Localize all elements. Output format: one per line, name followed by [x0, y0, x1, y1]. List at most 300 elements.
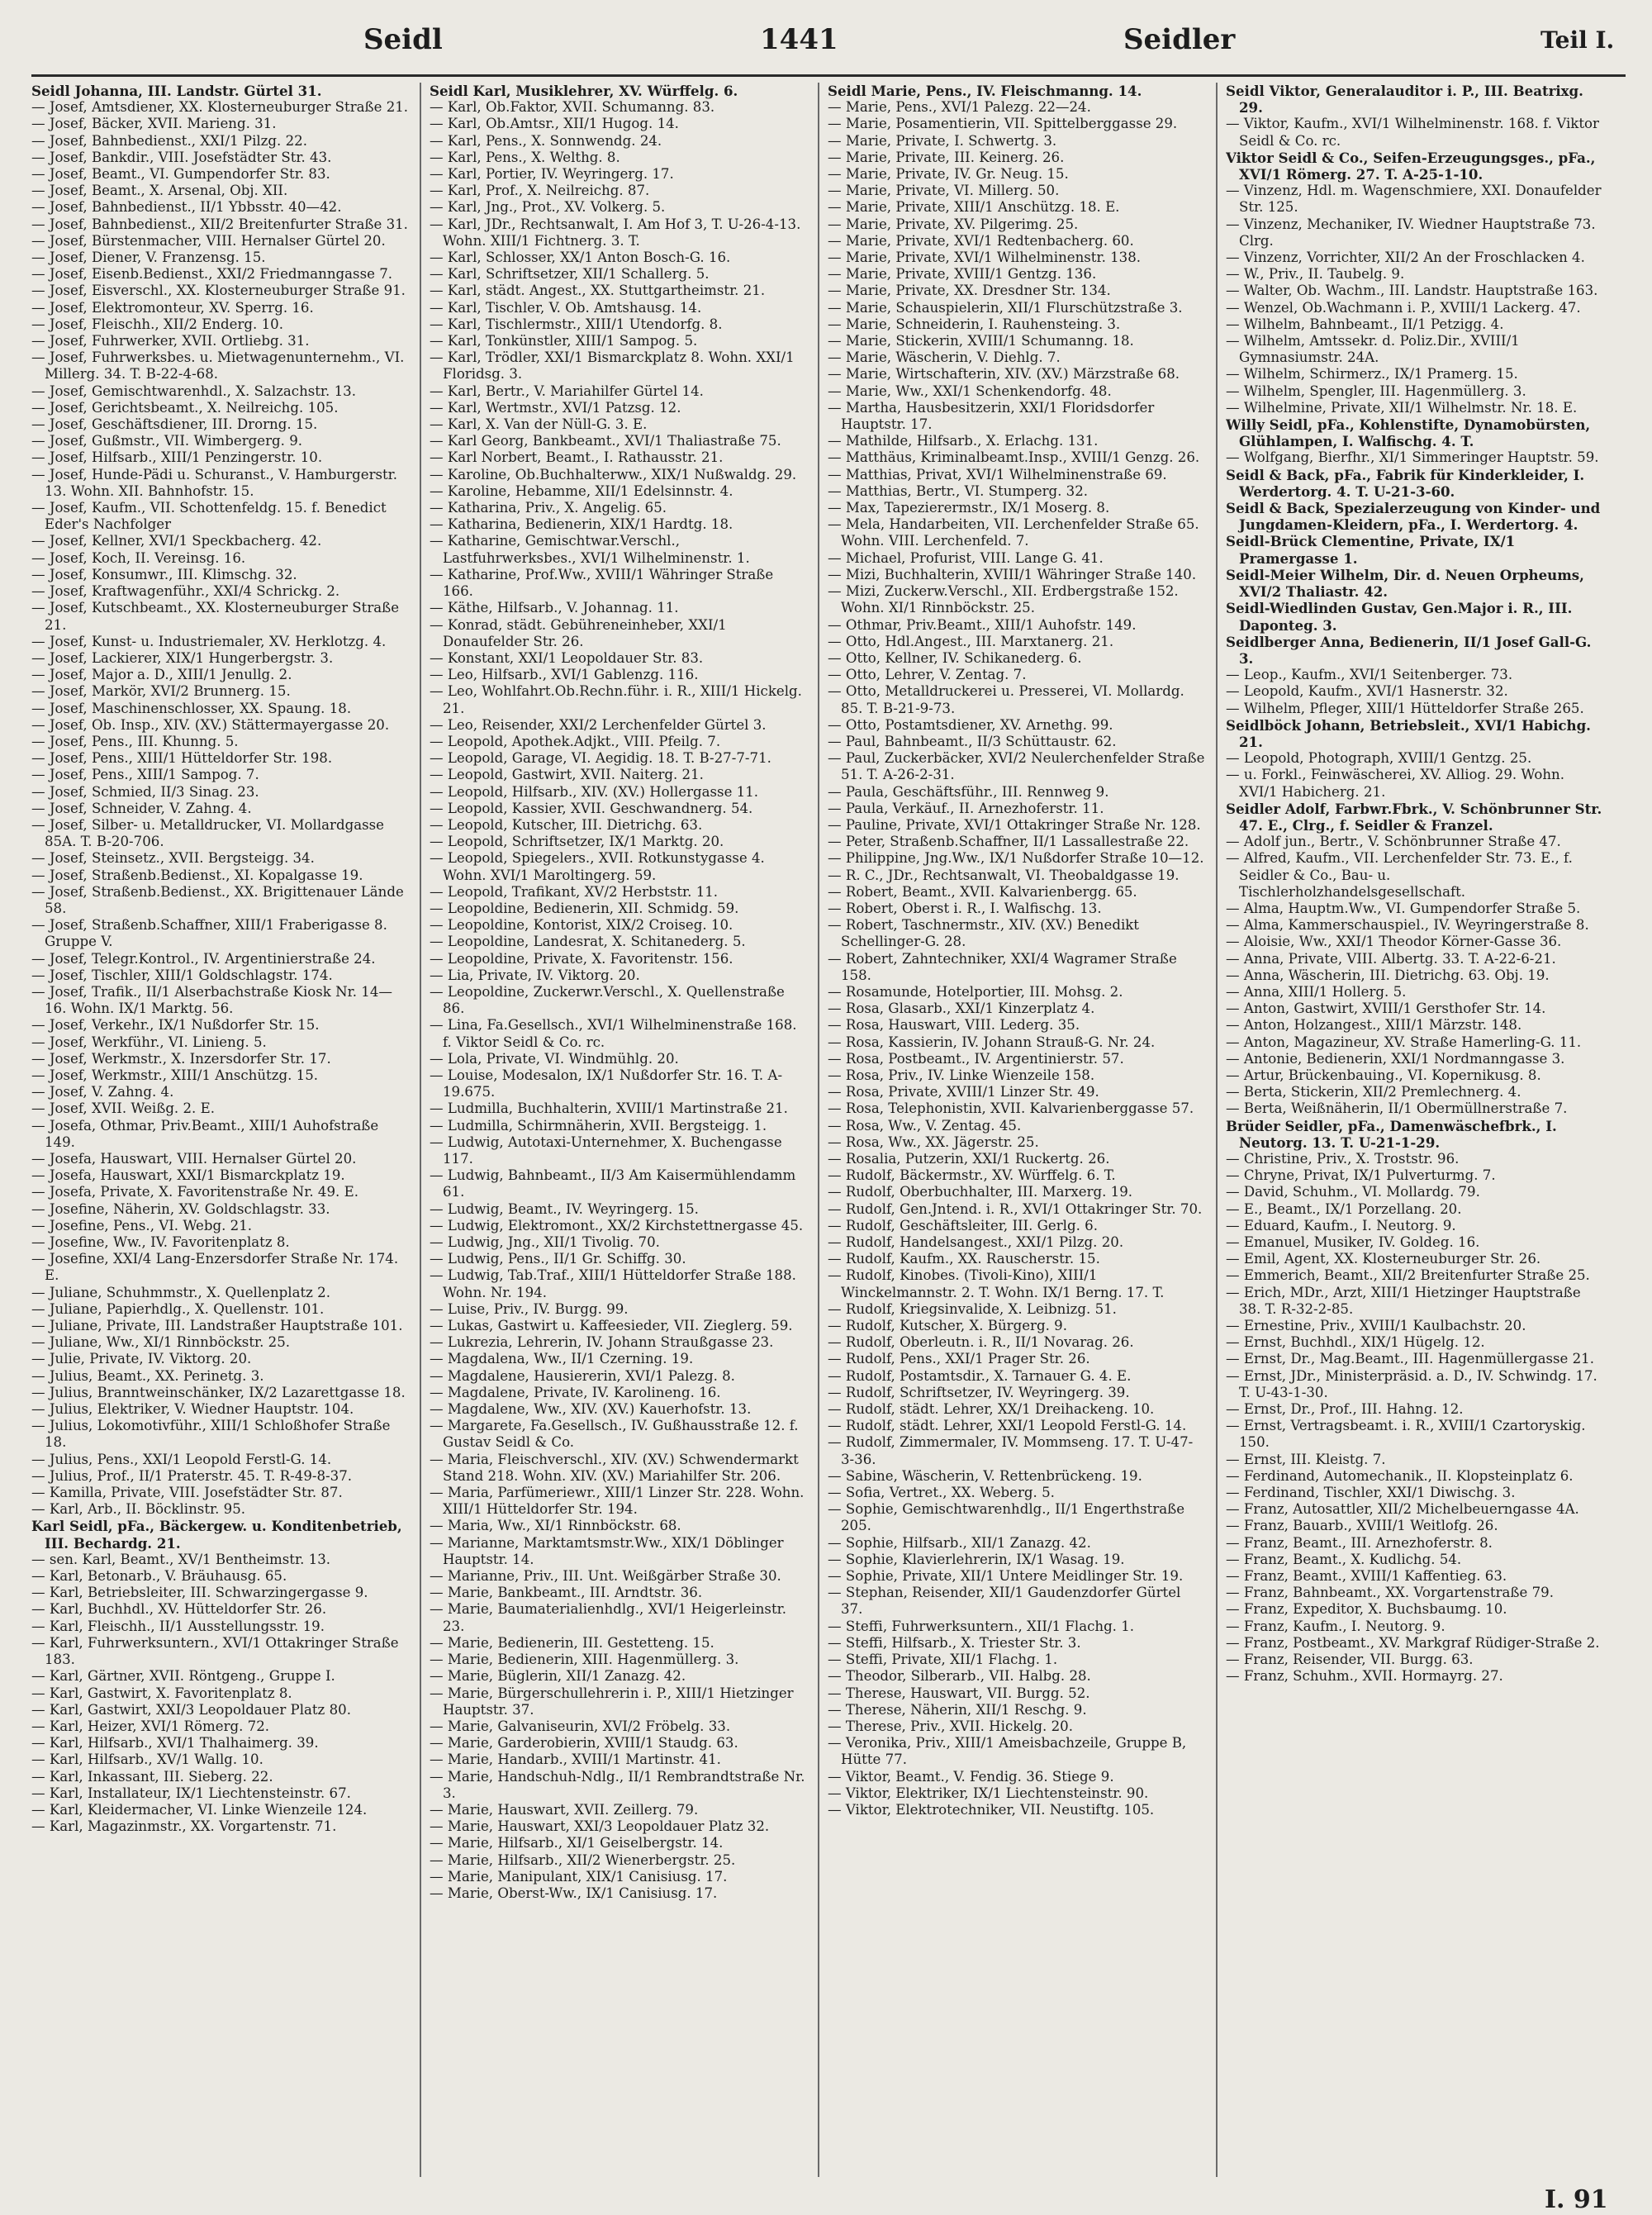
directory-entry: — Theodor, Silberarb., VII. Halbg. 28. — [828, 1668, 1091, 1685]
directory-entry: Seidl Johanna, III. Landstr. Gürtel 31. — [31, 83, 322, 99]
directory-entry: — Josef, Verkehr., IX/1 Nußdorfer Str. 15. — [31, 1017, 320, 1034]
directory-entry: — Karl, Tonkünstler, XIII/1 Sampog. 5. — [430, 333, 698, 349]
directory-entry: — Leopold, Gastwirt, XVII. Naiterg. 21. — [430, 767, 704, 783]
directory-entry: — Leopold, Photograph, XVIII/1 Gentzg. 25. — [1226, 750, 1532, 767]
directory-entry: — Karoline, Ob.Buchhalterww., XIX/1 Nußwaldg. 29. — [430, 466, 797, 482]
directory-entry: — Leopold, Apothek.Adjkt., VIII. Pfeilg. 7. — [430, 733, 721, 749]
directory-entry: — Josef, Pens., III. Khunng. 5. — [31, 733, 239, 749]
directory-entry: — Julius, Lokomotivführ., XIII/1 Schloßhofer Straße 18. — [31, 1418, 391, 1451]
directory-entry: — Marie, Schneiderin, I. Rauhensteing. 3. — [828, 316, 1121, 332]
directory-entry: — Franz, Beamt., XVIII/1 Kaffentieg. 63. — [1226, 1568, 1507, 1585]
directory-entry: — Wilhelm, Spengler, III. Hagenmüllerg. 3. — [1226, 383, 1526, 399]
directory-entry: — Rudolf, Kaufm., XX. Rauscherstr. 15. — [828, 1251, 1100, 1267]
directory-entry: — Rosamunde, Hotelportier, III. Mohsg. 2. — [828, 983, 1123, 1000]
directory-entry: — Marie, Garderobierin, XVIII/1 Staudg. 63. — [430, 1735, 738, 1752]
directory-entry: — Josefine, Näherin, XV. Goldschlagstr. 33. — [31, 1200, 330, 1217]
directory-entry: — Josef, Pens., XIII/1 Sampog. 7. — [31, 767, 259, 783]
directory-entry: — Rudolf, Kriegsinvalide, X. Leibnizg. 51. — [828, 1300, 1117, 1317]
directory-entry: — Josef, Schneider, V. Zahng. 4. — [31, 800, 252, 816]
directory-entry: — Marie, Bankbeamt., III. Arndtstr. 36. — [430, 1585, 703, 1601]
directory-entry: — Sophie, Gemischtwarenhdlg., II/1 Engerthstraße 205. — [828, 1501, 1185, 1534]
directory-entry: — Mizi, Buchhalterin, XVIII/1 Währinger Straße 140. — [828, 566, 1197, 582]
directory-entry: — Katharine, Gemischtwar.Verschl., Lastfuhrwerksbes., XVI/1 Wilhelminenstr. 1. — [430, 533, 750, 566]
directory-entry: — Rudolf, Pens., XXI/1 Prager Str. 26. — [828, 1351, 1090, 1367]
directory-entry: — Rosa, Ww., V. Zentag. 45. — [828, 1117, 1022, 1134]
directory-entry: Seidl-Meier Wilhelm, Dir. d. Neuen Orpheums, XVI/2 Thaliastr. 42. — [1226, 566, 1584, 601]
directory-entry: — Josef, Konsumwr., III. Klimschg. 32. — [31, 566, 297, 582]
directory-entry: — Rosa, Hauswart, VIII. Lederg. 35. — [828, 1017, 1080, 1034]
directory-entry: — Josef, Beamt., X. Arsenal, Obj. XII. — [31, 183, 288, 199]
directory-entry: — Matthäus, Kriminalbeamt.Insp., XVIII/1 Genzg. 26. — [828, 449, 1200, 466]
directory-entry: — Josef, Bahnbedienst., XXI/1 Pilzg. 22. — [31, 132, 307, 149]
directory-entry: — Josef, Trafik., II/1 Alserbachstraße Kiosk Nr. 14—16. Wohn. IX/1 Marktg. 56. — [31, 983, 392, 1017]
directory-entry: — Otto, Kellner, IV. Schikanederg. 6. — [828, 649, 1082, 666]
directory-entry: — Marie, Private, XVIII/1 Gentzg. 136. — [828, 266, 1097, 283]
directory-entry: — Otto, Metalldruckerei u. Presserei, VI. Mollardg. 85. T. B-21-9-73. — [828, 683, 1184, 716]
directory-entry: — Karl, Fleischh., II/1 Ausstellungsstr. 19. — [31, 1618, 325, 1634]
directory-entry: — Karl, Prof., X. Neilreichg. 87. — [430, 183, 650, 199]
directory-entry: — Therese, Hauswart, VII. Burgg. 52. — [828, 1685, 1090, 1701]
directory-entry: — Franz, Beamt., X. Kudlichg. 54. — [1226, 1551, 1462, 1567]
directory-entry: — Robert, Taschnermstr., XIV. (XV.) Benedikt Schellinger-G. 28. — [828, 917, 1139, 950]
column-2 — [430, 83, 808, 2177]
directory-entry: — Robert, Oberst i. R., I. Walfischg. 13. — [828, 900, 1102, 916]
directory-entry: — Josef, Beamt., VI. Gumpendorfer Str. 83. — [31, 166, 330, 183]
directory-entry: — Leo, Hilfsarb., XVI/1 Gablenzg. 116. — [430, 667, 699, 683]
directory-entry: — Wilhelm, Amtssekr. d. Poliz.Dir., XVIII/1 Gymnasiumstr. 24A. — [1226, 333, 1520, 366]
directory-entry: — Rudolf, Schriftsetzer, IV. Weyringerg. 39. — [828, 1384, 1130, 1400]
directory-entry: — Leop., Kaufm., XVI/1 Seitenberger. 73. — [1226, 667, 1513, 683]
directory-entry: — E., Beamt., IX/1 Porzellang. 20. — [1226, 1200, 1462, 1217]
directory-entry: — Marianne, Priv., III. Unt. Weißgärber Straße 30. — [430, 1568, 781, 1585]
directory-entry: Seidl & Back, Spezialerzeugung von Kinder- und Jungdamen-Kleidern, pFa., I. Werdertorg. 4. — [1226, 500, 1601, 534]
directory-entry: — Leopoldine, Bedienerin, XII. Schmidg. 59. — [430, 900, 739, 916]
directory-entry: — Karl, Gärtner, XVII. Röntgeng., Gruppe I. — [31, 1668, 335, 1685]
directory-entry: — Marie, Handschuh-Ndlg., II/1 Rembrandtstraße Nr. 3. — [430, 1768, 805, 1801]
directory-entry: — Karl, Gastwirt, X. Favoritenplatz 8. — [31, 1685, 292, 1701]
directory-entry: — Franz, Bauarb., XVIII/1 Weitlofg. 26. — [1226, 1518, 1498, 1534]
directory-entry: — Lia, Private, IV. Viktorg. 20. — [430, 967, 640, 983]
directory-entry: — Rudolf, Oberbuchhalter, III. Marxerg. 19. — [828, 1184, 1133, 1200]
column-separator — [1216, 83, 1218, 2177]
directory-entry: — Berta, Weißnäherin, II/1 Obermüllnerstraße 7. — [1226, 1100, 1568, 1117]
directory-entry: — Otto, Hdl.Angest., III. Marxtanerg. 21. — [828, 633, 1114, 649]
directory-entry: — Ernst, JDr., Ministerpräsid. a. D., IV. Schwindg. 17. T. U-43-1-30. — [1226, 1367, 1597, 1400]
directory-entry: — Aloisie, Ww., XXI/1 Theodor Körner-Gasse 36. — [1226, 934, 1562, 950]
directory-entry: — Josef, Hunde-Pädi u. Schuranst., V. Hamburgerstr. 13. Wohn. XII. Bahnhofstr. 15. — [31, 466, 398, 499]
directory-entry: — Josef, Diener, V. Franzensg. 15. — [31, 250, 266, 266]
directory-entry: — Franz, Beamt., III. Arnezhoferstr. 8. — [1226, 1534, 1493, 1551]
directory-entry: — Rudolf, Zimmermaler, IV. Mommseng. 17. T. U-47-3-36. — [828, 1434, 1194, 1467]
directory-entry: — Stephan, Reisender, XII/1 Gaudenzdorfer Gürtel 37. — [828, 1585, 1181, 1618]
directory-entry: — Karl, Arb., II. Böcklinstr. 95. — [31, 1501, 246, 1518]
directory-entry: — Karl, Schlosser, XX/1 Anton Bosch-G. 16. — [430, 250, 731, 266]
directory-entry: — Robert, Zahntechniker, XXI/4 Wagramer Straße 158. — [828, 950, 1177, 983]
directory-entry: — Marie, Stickerin, XVIII/1 Schumanng. 18. — [828, 333, 1134, 349]
directory-entry: — Wilhelm, Bahnbeamt., II/1 Petzigg. 4. — [1226, 316, 1504, 332]
header-rule — [31, 74, 1626, 77]
directory-entry: — Karl, Schriftsetzer, XII/1 Schallerg. 5. — [430, 266, 710, 283]
directory-entry: — Josef, Hilfsarb., XIII/1 Penzingerstr. 10. — [31, 449, 323, 466]
directory-entry: — Julius, Pens., XXI/1 Leopold Ferstl-G. 14. — [31, 1451, 332, 1467]
directory-entry: — Josef, Kraftwagenführ., XXI/4 Schrickg. 2. — [31, 583, 340, 600]
directory-entry: — Katharina, Priv., X. Angelig. 65. — [430, 500, 667, 516]
directory-entry: — Robert, Beamt., XVII. Kalvarienbergg. 65. — [828, 883, 1137, 900]
directory-entry: — Ludwig, Pens., II/1 Gr. Schiffg. 30. — [430, 1251, 686, 1267]
directory-entry: — Josef, Fleischh., XII/2 Enderg. 10. — [31, 316, 283, 332]
directory-entry: — Rosa, Priv., IV. Linke Wienzeile 158. — [828, 1067, 1095, 1083]
directory-entry: — Josef, Werkmstr., X. Inzersdorfer Str. 17. — [31, 1050, 331, 1067]
directory-entry: — Josef, Bahnbedienst., II/1 Ybbsstr. 40—42. — [31, 199, 342, 216]
directory-entry: — Veronika, Priv., XIII/1 Ameisbachzeile, Gruppe B, Hütte 77. — [828, 1735, 1187, 1768]
directory-entry: — Konstant, XXI/1 Leopoldauer Str. 83. — [430, 649, 704, 666]
directory-entry: — Peter, Straßenb.Schaffner, II/1 Lassallestraße 22. — [828, 834, 1189, 850]
directory-entry: — Josef, Fuhrwerksbes. u. Mietwagenunternehm., VI. Millerg. 34. T. B-22-4-68. — [31, 349, 405, 383]
directory-entry: — Katharine, Prof.Ww., XVIII/1 Währinger Straße 166. — [430, 566, 774, 600]
directory-entry: Seidl-Brück Clementine, Private, IX/1 Pramergasse 1. — [1226, 533, 1516, 567]
directory-entry: — Josef, Straßenb.Bedienst., XI. Kopalgasse 19. — [31, 867, 363, 883]
directory-entry: — Karl, Trödler, XXI/1 Bismarckplatz 8. Wohn. XXI/1 Floridsg. 3. — [430, 349, 795, 383]
page-header — [0, 23, 1652, 73]
directory-entry: — Josef, Bankdir., VIII. Josefstädter Str. 43. — [31, 149, 332, 165]
directory-entry: — Lukrezia, Lehrerin, IV. Johann Straußgasse 23. — [430, 1334, 774, 1351]
directory-entry: — Ludwig, Beamt., IV. Weyringerg. 15. — [430, 1200, 699, 1217]
directory-entry: — Antonie, Bedienerin, XXI/1 Nordmanngasse 3. — [1226, 1050, 1565, 1067]
directory-entry: — Josef, Amtsdiener, XX. Klosterneuburger Straße 21. — [31, 99, 409, 116]
directory-entry: — Marie, Hilfsarb., XI/1 Geiselbergstr. 14. — [430, 1835, 724, 1851]
directory-entry: — Anna, XIII/1 Hollerg. 5. — [1226, 983, 1407, 1000]
directory-entry: — Marie, Pens., XVI/1 Palezg. 22—24. — [828, 99, 1091, 116]
directory-entry: — Josefine, XXI/4 Lang-Enzersdorfer Straße Nr. 174. E. — [31, 1251, 399, 1284]
directory-entry: — Josef, V. Zahng. 4. — [31, 1084, 174, 1100]
directory-entry: Seidler Adolf, Farbwr.Fbrk., V. Schönbrunner Str. 47. E., Clrg., f. Seidler & Franzel. — [1226, 800, 1602, 834]
column-separator — [420, 83, 421, 2177]
directory-entry: — Josef, Bäcker, XVII. Marieng. 31. — [31, 116, 277, 132]
directory-entry: — Emanuel, Musiker, IV. Goldeg. 16. — [1226, 1234, 1480, 1251]
directory-entry: — Wilhelmine, Private, XII/1 Wilhelmstr. Nr. 18. E. — [1226, 399, 1578, 416]
directory-entry: — Katharina, Bedienerin, XIX/1 Hardtg. 18. — [430, 516, 733, 533]
directory-entry: — Berta, Stickerin, XII/2 Premlechnerg. 4. — [1226, 1084, 1521, 1100]
directory-entry: — Paula, Verkäuf., II. Arnezhoferstr. 11. — [828, 800, 1104, 816]
directory-entry: — Juliane, Private, III. Landstraßer Hauptstraße 101. — [31, 1318, 403, 1334]
directory-entry: — Marie, Posamentierin, VII. Spittelberggasse 29. — [828, 116, 1178, 132]
directory-entry: — Rudolf, Kinobes. (Tivoli-Kino), XIII/1 Winckelmannstr. 2. T. Wohn. IX/1 Berng. 17. T. — [828, 1267, 1165, 1300]
directory-entry: — Steffi, Private, XII/1 Flachg. 1. — [828, 1652, 1058, 1668]
directory-entry: — Karl, Gastwirt, XXI/3 Leopoldauer Platz 80. — [31, 1701, 351, 1718]
directory-entry: — Josef, Koch, II. Vereinsg. 16. — [31, 549, 246, 566]
directory-entry: — Karl, Heizer, XVI/1 Römerg. 72. — [31, 1718, 270, 1734]
directory-entry: — Josef, Ob. Insp., XIV. (XV.) Stättermayergasse 20. — [31, 716, 390, 733]
directory-entry: — Käthe, Hilfsarb., V. Johannag. 11. — [430, 600, 679, 616]
directory-entry: — Josefa, Othmar, Priv.Beamt., XIII/1 Auhofstraße 149. — [31, 1117, 379, 1150]
directory-entry: — Luise, Priv., IV. Burgg. 99. — [430, 1300, 629, 1317]
directory-entry: Willy Seidl, pFa., Kohlenstifte, Dynamobürsten, Glühlampen, I. Walfischg. 4. T. — [1226, 416, 1591, 450]
directory-entry: — Josef, Geschäftsdiener, III. Drorng. 15. — [31, 416, 318, 433]
directory-entry: — Josef, Kutschbeamt., XX. Klosterneuburger Straße 21. — [31, 600, 400, 633]
directory-entry: — Karl, Jng., Prot., XV. Volkerg. 5. — [430, 199, 666, 216]
directory-entry: — Sophie, Hilfsarb., XII/1 Zanazg. 42. — [828, 1534, 1091, 1551]
directory-entry: — Konrad, städt. Gebühreneinheber, XXI/1 Donaufelder Str. 26. — [430, 616, 727, 649]
directory-entry: — Adolf jun., Bertr., V. Schönbrunner Straße 47. — [1226, 834, 1561, 850]
directory-entry: — Josef, Gemischtwarenhdl., X. Salzachstr. 13. — [31, 383, 356, 399]
part-label: Teil I. — [1540, 26, 1615, 54]
directory-entry: — Karl, Hilfsarb., XVI/1 Thalhaimerg. 39. — [31, 1735, 319, 1752]
directory-entry: — Magdalena, Ww., II/1 Czerning. 19. — [430, 1351, 694, 1367]
directory-entry: — Maria, Fleischverschl., XIV. (XV.) Schwendermarkt Stand 218. Wohn. XIV. (XV.) Mariahilfer Str. 206. — [430, 1451, 799, 1484]
directory-entry: — Karl, Betriebsleiter, III. Schwarzingergasse 9. — [31, 1585, 368, 1601]
directory-entry: — Viktor, Elektriker, IX/1 Liechtensteinstr. 90. — [828, 1785, 1149, 1801]
directory-entry: — Josef, Bahnbedienst., XII/2 Breitenfurter Straße 31. — [31, 216, 408, 232]
directory-entry: Seidlböck Johann, Betriebsleit., XVI/1 Habichg. 21. — [1226, 716, 1591, 750]
directory-entry: — Josefine, Ww., IV. Favoritenplatz 8. — [31, 1234, 290, 1251]
directory-entry: — sen. Karl, Beamt., XV/1 Bentheimstr. 13. — [31, 1551, 331, 1567]
directory-entry: — Karl, Wertmstr., XVI/1 Patzsg. 12. — [430, 399, 681, 416]
directory-entry: — Karl, Hilfsarb., XV/1 Wallg. 10. — [31, 1752, 263, 1768]
directory-entry: Seidl Viktor, Generalauditor i. P., III. Beatrixg. 29. — [1226, 83, 1583, 116]
directory-entry: — Josef, Gerichtsbeamt., X. Neilreichg. 105. — [31, 399, 339, 416]
directory-entry: — Magdalene, Hausiererin, XVI/1 Palezg. 8. — [430, 1367, 735, 1384]
directory-entry: — Karl, Kleidermacher, VI. Linke Wienzeile 124. — [31, 1801, 368, 1818]
directory-entry: — Josef, Tischler, XIII/1 Goldschlagstr. 174. — [31, 967, 333, 983]
directory-entry: — Josef, Straßenb.Schaffner, XIII/1 Fraberigasse 8. Gruppe V. — [31, 917, 387, 950]
directory-entry: — Viktor, Kaufm., XVI/1 Wilhelminenstr. 168. f. Viktor Seidl & Co. rc. — [1226, 116, 1599, 149]
page-number: 1441 — [760, 23, 838, 56]
directory-entry: — Julius, Elektriker, V. Wiedner Hauptstr. 104. — [31, 1401, 354, 1418]
directory-entry: — Karl, städt. Angest., XX. Stuttgartheimstr. 21. — [430, 283, 766, 299]
directory-entry: — Marie, Manipulant, XIX/1 Canisiusg. 17. — [430, 1868, 728, 1885]
directory-entry: — Josef, Gußmstr., VII. Wimbergerg. 9. — [31, 433, 303, 449]
directory-entry: — Josef, Telegr.Kontrol., IV. Argentinierstraße 24. — [31, 950, 376, 967]
column-separator — [818, 83, 819, 2177]
directory-entry: — Viktor, Elektrotechniker, VII. Neustiftg. 105. — [828, 1801, 1155, 1818]
directory-entry: — Marie, Schauspielerin, XII/1 Flurschützstraße 3. — [828, 299, 1183, 316]
directory-entry: — Josefa, Hauswart, VIII. Hernalser Gürtel 20. — [31, 1151, 357, 1167]
directory-entry: — Karl Norbert, Beamt., I. Rathausstr. 21. — [430, 449, 724, 466]
directory-entry: — Josef, Markör, XVI/2 Brunnerg. 15. — [31, 683, 291, 700]
header-left-name: Seidl — [363, 23, 443, 56]
directory-entry: — Leo, Wohlfahrt.Ob.Rechn.führ. i. R., XIII/1 Hickelg. 21. — [430, 683, 802, 716]
directory-entry: — Therese, Näherin, XII/1 Reschg. 9. — [828, 1701, 1087, 1718]
directory-entry: — Marie, Hilfsarb., XII/2 Wienerbergstr. 25. — [430, 1851, 736, 1868]
directory-entry: — Alma, Hauptm.Ww., VI. Gumpendorfer Straße 5. — [1226, 900, 1581, 916]
directory-entry: — Marie, Wirtschafterin, XIV. (XV.) Märzstraße 68. — [828, 366, 1180, 383]
directory-entry: — Paula, Geschäftsführ., III. Rennweg 9. — [828, 783, 1109, 800]
directory-entry: — Mathilde, Hilfsarb., X. Erlachg. 131. — [828, 433, 1099, 449]
directory-entry: — Marianne, Marktamtsmstr.Ww., XIX/1 Döblinger Hauptstr. 14. — [430, 1534, 784, 1567]
directory-entry: — Juliane, Papierhdlg., X. Quellenstr. 101. — [31, 1300, 325, 1317]
directory-entry: — Josef, Fuhrwerker, XVII. Ortliebg. 31. — [31, 333, 310, 349]
directory-entry: — Maria, Ww., XI/1 Rinnböckstr. 68. — [430, 1518, 681, 1534]
directory-entry: — Karl, Inkassant, III. Sieberg. 22. — [31, 1768, 273, 1785]
directory-entry: — Marie, Baumaterialienhdlg., XVI/1 Heigerleinstr. 23. — [430, 1601, 787, 1634]
directory-entry: — Josef, Lackierer, XIX/1 Hungerbergstr. 3. — [31, 649, 334, 666]
directory-entry: — Karl, Installateur, IX/1 Liechtensteinstr. 67. — [31, 1785, 351, 1801]
directory-entry: — Karl, Ob.Amtsr., XII/1 Hugog. 14. — [430, 116, 679, 132]
directory-entry: — Ernst, Vertragsbeamt. i. R., XVIII/1 Czartoryskig. 150. — [1226, 1418, 1586, 1451]
directory-entry: — Josef, Silber- u. Metalldrucker, VI. Mollardgasse 85A. T. B-20-706. — [31, 816, 384, 850]
directory-entry: — Lukas, Gastwirt u. Kaffeesieder, VII. Zieglerg. 59. — [430, 1318, 793, 1334]
directory-entry: — Sabine, Wäscherin, V. Rettenbrückeng. 19. — [828, 1467, 1142, 1484]
directory-entry: — Josef, Eisenb.Bedienst., XXI/2 Friedmanngasse 7. — [31, 266, 393, 283]
directory-entry: — Rosa, Telephonistin, XVII. Kalvarienberggasse 57. — [828, 1100, 1194, 1117]
directory-entry: — Marie, Private, XX. Dresdner Str. 134. — [828, 283, 1111, 299]
directory-entry: — Wilhelm, Pfleger, XIII/1 Hütteldorfer Straße 265. — [1226, 700, 1584, 716]
directory-entry: — Lola, Private, VI. Windmühlg. 20. — [430, 1050, 679, 1067]
directory-entry: — Leopold, Kaufm., XVI/1 Hasnerstr. 32. — [1226, 683, 1508, 700]
directory-entry: — Magdalene, Ww., XIV. (XV.) Kauerhofstr. 13. — [430, 1401, 752, 1418]
directory-entry: — Rudolf, Kutscher, X. Bürgerg. 9. — [828, 1318, 1067, 1334]
directory-entry: — Matthias, Privat, XVI/1 Wilhelminenstraße 69. — [828, 466, 1167, 482]
directory-entry: — Karl Georg, Bankbeamt., XVI/1 Thaliastraße 75. — [430, 433, 781, 449]
directory-entry: — Karoline, Hebamme, XII/1 Edelsinnstr. 4. — [430, 482, 733, 499]
directory-entry: — Josef, Kunst- u. Industriemaler, XV. Herklotzg. 4. — [31, 633, 387, 649]
directory-entry: Seidlberger Anna, Bedienerin, II/1 Josef Gall-G. 3. — [1226, 633, 1592, 667]
directory-entry: — Josef, Bürstenmacher, VIII. Hernalser Gürtel 20. — [31, 232, 386, 249]
directory-entry: — Martha, Hausbesitzerin, XXI/1 Floridsdorfer Hauptstr. 17. — [828, 399, 1155, 433]
directory-entry: — Karl, Betonarb., V. Bräuhausg. 65. — [31, 1568, 287, 1585]
directory-entry: — W., Priv., II. Taubelg. 9. — [1226, 266, 1405, 283]
directory-entry: — Franz, Bahnbeamt., XX. Vorgartenstraße 79. — [1226, 1585, 1554, 1601]
directory-entry: — Julius, Beamt., XX. Perinetg. 3. — [31, 1367, 264, 1384]
directory-entry: — Christine, Priv., X. Troststr. 96. — [1226, 1151, 1460, 1167]
directory-entry: — Matthias, Bertr., VI. Stumperg. 32. — [828, 482, 1089, 499]
directory-entry: — Ernst, Dr., Prof., III. Hahng. 12. — [1226, 1401, 1464, 1418]
directory-entry: Brüder Seidler, pFa., Damenwäschefbrk., I. Neutorg. 13. T. U-21-1-29. — [1226, 1117, 1557, 1151]
directory-entry: — Marie, Bürgerschullehrerin i. P., XIII/1 Hietzinger Hauptstr. 37. — [430, 1685, 794, 1718]
directory-entry: — Leopoldine, Landesrat, X. Schitanederg. 5. — [430, 934, 746, 950]
directory-entry: — Magdalene, Private, IV. Karolineng. 16. — [430, 1384, 721, 1400]
directory-entry: Karl Seidl, pFa., Bäckergew. u. Konditenbetrieb, III. Bechardg. 21. — [31, 1518, 402, 1552]
directory-entry: — Chryne, Privat, IX/1 Pulverturmg. 7. — [1226, 1167, 1496, 1184]
directory-entry: — R. C., JDr., Rechtsanwalt, VI. Theobaldgasse 19. — [828, 867, 1180, 883]
directory-entry: — Max, Tapezierermstr., IX/1 Moserg. 8. — [828, 500, 1110, 516]
directory-entry: — Ludwig, Tab.Traf., XIII/1 Hütteldorfer Straße 188. Wohn. Nr. 194. — [430, 1267, 796, 1300]
directory-entry: — Steffi, Hilfsarb., X. Triester Str. 3. — [828, 1634, 1081, 1651]
directory-entry: — Julie, Private, IV. Viktorg. 20. — [31, 1351, 252, 1367]
directory-entry: — Walter, Ob. Wachm., III. Landstr. Hauptstraße 163. — [1226, 283, 1598, 299]
directory-entry: — Franz, Postbeamt., XV. Markgraf Rüdiger-Straße 2. — [1226, 1634, 1600, 1651]
directory-entry: — Franz, Schuhm., XVII. Hormayrg. 27. — [1226, 1668, 1503, 1685]
directory-entry: — Josefine, Pens., VI. Webg. 21. — [31, 1217, 253, 1233]
directory-entry: — Paul, Zuckerbäcker, XVI/2 Neulerchenfelder Straße 51. T. A-26-2-31. — [828, 750, 1205, 783]
directory-entry: — Marie, Hauswart, XXI/3 Leopoldauer Platz 32. — [430, 1818, 770, 1835]
directory-entry: — Rudolf, Oberleutn. i. R., II/1 Novarag. 26. — [828, 1334, 1134, 1351]
directory-entry: — Leo, Reisender, XXI/2 Lerchenfelder Gürtel 3. — [430, 716, 767, 733]
directory-entry: — Marie, Hauswart, XVII. Zeillerg. 79. — [430, 1801, 699, 1818]
directory-entry: — Eduard, Kaufm., I. Neutorg. 9. — [1226, 1217, 1456, 1233]
directory-entry: — Wenzel, Ob.Wachmann i. P., XVIII/1 Lackerg. 47. — [1226, 299, 1581, 316]
directory-entry: — Marie, Oberst-Ww., IX/1 Canisiusg. 17. — [430, 1885, 718, 1901]
directory-entry: — Sofia, Vertret., XX. Weberg. 5. — [828, 1485, 1055, 1501]
directory-entry: — Julius, Prof., II/1 Praterstr. 45. T. R-49-8-37. — [31, 1467, 353, 1484]
directory-entry: — Karl, Magazinmstr., XX. Vorgartenstr. 71. — [31, 1818, 337, 1835]
directory-entry: Seidl Karl, Musiklehrer, XV. Würffelg. 6. — [430, 83, 738, 99]
directory-entry: — Josef, Steinsetz., XVII. Bergsteigg. 34. — [31, 850, 315, 867]
directory-entry: — Leopoldine, Private, X. Favoritenstr. 156. — [430, 950, 733, 967]
directory-entry: — Karl, Pens., X. Welthg. 8. — [430, 149, 620, 165]
directory-entry: — Juliane, Ww., XI/1 Rinnböckstr. 25. — [31, 1334, 291, 1351]
directory-entry: — Philippine, Jng.Ww., IX/1 Nußdorfer Straße 10—12. — [828, 850, 1204, 867]
directory-entry: — u. Forkl., Feinwäscherei, XV. Alliog. 29. Wohn. XVI/1 Habicherg. 21. — [1226, 767, 1565, 800]
directory-entry: — Karl, Fuhrwerksuntern., XVI/1 Ottakringer Straße 183. — [31, 1634, 399, 1668]
directory-entry: — Ludwig, Jng., XII/1 Tivolig. 70. — [430, 1234, 660, 1251]
column-4 — [1226, 83, 1604, 2177]
directory-entry: — Josef, Werkmstr., XIII/1 Anschützg. 15. — [31, 1067, 319, 1083]
directory-entry: — Marie, Private, III. Keinerg. 26. — [828, 149, 1065, 165]
directory-entry: — Rudolf, städt. Lehrer, XXI/1 Leopold Ferstl-G. 14. — [828, 1418, 1187, 1434]
directory-entry: — Michael, Profurist, VIII. Lange G. 41. — [828, 549, 1104, 566]
directory-entry: — Josef, XVII. Weißg. 2. E. — [31, 1100, 215, 1117]
directory-entry: — Vinzenz, Vorrichter, XII/2 An der Froschlacken 4. — [1226, 250, 1585, 266]
directory-entry: — David, Schuhm., VI. Mollardg. 79. — [1226, 1184, 1480, 1200]
directory-entry: — Marie, Private, XV. Pilgerimg. 25. — [828, 216, 1079, 232]
directory-entry: — Vinzenz, Hdl. m. Wagenschmiere, XXI. Donaufelder Str. 125. — [1226, 183, 1602, 216]
directory-entry: — Rudolf, Gen.Jntend. i. R., XVI/1 Ottakringer Str. 70. — [828, 1200, 1203, 1217]
directory-entry: — Ernst, Buchhdl., XIX/1 Hügelg. 12. — [1226, 1334, 1485, 1351]
directory-entry: — Franz, Kaufm., I. Neutorg. 9. — [1226, 1618, 1446, 1634]
directory-entry: — Karl, Tischler, V. Ob. Amtshausg. 14. — [430, 299, 702, 316]
directory-entry: — Rosalia, Putzerin, XXI/1 Ruckertg. 26. — [828, 1151, 1110, 1167]
directory-entry: — Alma, Kammerschauspiel., IV. Weyringerstraße 8. — [1226, 917, 1589, 934]
directory-entry: — Ludwig, Elektromont., XX/2 Kirchstettnergasse 45. — [430, 1217, 804, 1233]
directory-entry: — Josef, Maschinenschlosser, XX. Spaung. 18. — [31, 700, 352, 716]
directory-entry: — Marie, Private, IV. Gr. Neug. 15. — [828, 166, 1069, 183]
directory-entry: — Karl, Bertr., V. Mariahilfer Gürtel 14. — [430, 383, 704, 399]
directory-entry: — Wolfgang, Bierfhr., XI/1 Simmeringer Hauptstr. 59. — [1226, 449, 1599, 466]
directory-entry: — Karl, Portier, IV. Weyringerg. 17. — [430, 166, 674, 183]
directory-entry: — Josef, Schmied, II/3 Sinag. 23. — [31, 783, 259, 800]
directory-entry: Viktor Seidl & Co., Seifen-Erzeugungsges., pFa., XVI/1 Römerg. 27. T. A-25-1-10. — [1226, 149, 1596, 183]
directory-entry: — Marie, Büglerin, XII/1 Zanazg. 42. — [430, 1668, 686, 1685]
directory-entry: — Marie, Wäscherin, V. Diehlg. 7. — [828, 349, 1061, 366]
directory-entry: — Marie, Private, XIII/1 Anschützg. 18. E. — [828, 199, 1120, 216]
column-3 — [828, 83, 1206, 2177]
directory-entry: — Maria, Parfümeriewr., XIII/1 Linzer Str. 228. Wohn. XIII/1 Hütteldorfer Str. 194. — [430, 1485, 805, 1518]
directory-entry: — Erich, MDr., Arzt, XIII/1 Hietzinger Hauptstraße 38. T. R-32-2-85. — [1226, 1284, 1581, 1317]
directory-entry: — Franz, Expeditor, X. Buchsbaumg. 10. — [1226, 1601, 1507, 1618]
directory-entry: — Ferdinand, Tischler, XXI/1 Diwischg. 3. — [1226, 1485, 1516, 1501]
directory-entry: — Rudolf, Postamtsdir., X. Tarnauer G. 4. E. — [828, 1367, 1132, 1384]
directory-entry: — Karl, Buchhdl., XV. Hütteldorfer Str. 26. — [31, 1601, 327, 1618]
directory-entry: — Rudolf, Handelsangest., XXI/1 Pilzg. 20. — [828, 1234, 1124, 1251]
directory-entry: — Leopold, Garage, VI. Aegidig. 18. T. B-27-7-71. — [430, 750, 771, 767]
header-right-name: Seidler — [1123, 23, 1236, 56]
directory-entry: — Louise, Modesalon, IX/1 Nußdorfer Str. 16. T. A-19.675. — [430, 1067, 783, 1100]
directory-entry: — Paul, Bahnbeamt., II/3 Schüttaustr. 62. — [828, 733, 1117, 749]
directory-entry: — Mizi, Zuckerw.Verschl., XII. Erdbergstraße 152. Wohn. XI/1 Rinnböckstr. 25. — [828, 583, 1179, 616]
directory-entry: — Rudolf, Geschäftsleiter, III. Gerlg. 6. — [828, 1217, 1098, 1233]
directory-entry: — Pauline, Private, XVI/1 Ottakringer Straße Nr. 128. — [828, 816, 1201, 833]
directory-entry: — Josef, Elektromonteur, XV. Sperrg. 16. — [31, 299, 314, 316]
directory-entry: — Rosa, Private, XVIII/1 Linzer Str. 49. — [828, 1084, 1099, 1100]
directory-entry: — Artur, Brückenbauing., VI. Kopernikusg. 8. — [1226, 1067, 1541, 1083]
directory-entry: — Steffi, Fuhrwerksuntern., XII/1 Flachg. 1. — [828, 1618, 1135, 1634]
directory-entry: — Vinzenz, Mechaniker, IV. Wiedner Hauptstraße 73. Clrg. — [1226, 216, 1596, 249]
directory-entry: — Marie, Galvaniseurin, XVI/2 Fröbelg. 33. — [430, 1718, 731, 1734]
directory-entry: — Sophie, Private, XII/1 Untere Meidlinger Str. 19. — [828, 1568, 1184, 1585]
directory-entry: Seidl Marie, Pens., IV. Fleischmanng. 14. — [828, 83, 1142, 99]
directory-entry: — Rosa, Postbeamt., IV. Argentinierstr. 57. — [828, 1050, 1124, 1067]
directory-entry: — Therese, Priv., XVII. Hickelg. 20. — [828, 1718, 1073, 1734]
directory-entry: — Juliane, Schuhmmstr., X. Quellenplatz 2. — [31, 1284, 331, 1300]
column-1 — [31, 83, 410, 2177]
directory-entry: — Josef, Major a. D., XIII/1 Jenullg. 2. — [31, 667, 292, 683]
directory-entry: — Ferdinand, Automechanik., II. Klopsteinplatz 6. — [1226, 1467, 1574, 1484]
directory-entry: — Mela, Handarbeiten, VII. Lerchenfelder Straße 65. Wohn. VIII. Lerchenfeld. 7. — [828, 516, 1199, 549]
directory-entry: — Marie, Private, XVI/1 Wilhelminenstr. 138. — [828, 250, 1142, 266]
directory-entry: — Ernst, III. Kleistg. 7. — [1226, 1451, 1386, 1467]
directory-entry: — Franz, Autosattler, XII/2 Michelbeuerngasse 4A. — [1226, 1501, 1579, 1518]
